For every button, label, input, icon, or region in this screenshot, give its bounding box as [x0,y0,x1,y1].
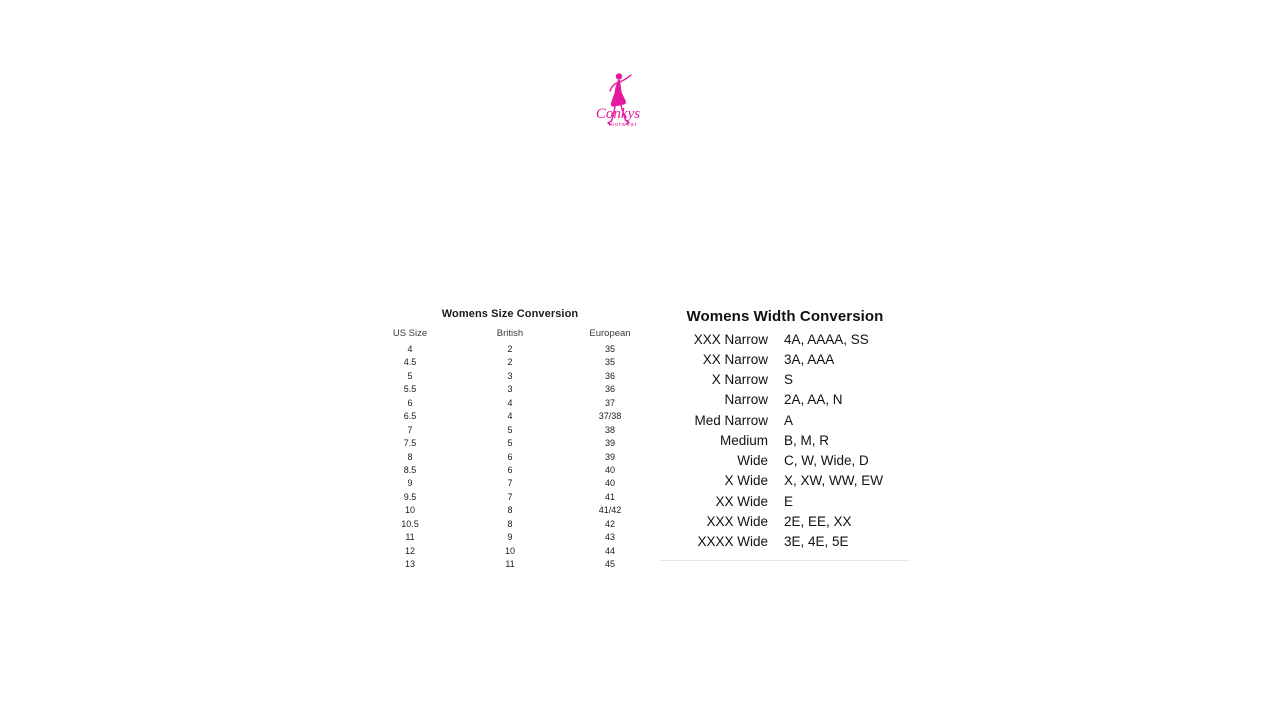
table-row [360,437,660,450]
cell-us-size: 9.5 [403,491,417,502]
cell-european: 37 [604,397,615,408]
cell-european: 36 [604,370,615,381]
table-row [360,518,660,531]
cell-british: 7 [507,491,513,502]
cell-british: 6 [507,464,513,475]
table-row [360,558,660,571]
cell-british: 8 [507,518,513,529]
cell-us-size: 6 [407,397,413,408]
size-table-title: Womens Size Conversion [441,308,579,320]
table-row [660,390,910,410]
cell-european: 37/38 [598,411,622,422]
cell-us-size: 4 [407,344,413,354]
womens-size-conversion-table [360,308,660,571]
cell-width-codes: X, XW, WW, EW [784,473,883,489]
site-logo[interactable] [583,70,653,132]
cell-european: 43 [604,532,615,543]
table-row [360,410,660,423]
cell-european: 35 [604,344,615,354]
cell-european: 36 [604,384,615,395]
cell-us-size: 11 [405,532,415,543]
table-row [360,383,660,396]
cell-width-codes: 2A, AA, N [784,392,843,408]
cell-width-label: Medium [719,432,768,448]
cell-european: 38 [604,424,615,435]
cell-british: 4 [507,411,513,422]
column-header-european: European [589,328,631,339]
cell-us-size: 7.5 [403,438,417,449]
cell-british: 8 [507,505,513,516]
cell-british: 7 [507,478,513,489]
table-header-row [360,326,660,343]
cell-us-size: 6.5 [403,411,417,422]
cell-width-label: Narrow [724,392,768,408]
table-row [360,397,660,410]
cell-width-codes: 3E, 4E, 5E [784,534,849,550]
cell-us-size: 7 [407,424,413,435]
cell-british: 4 [507,397,513,408]
cell-us-size: 10.5 [401,518,419,529]
cell-european: 35 [604,357,615,368]
table-row [360,531,660,544]
cell-width-label: XX Wide [715,493,768,509]
table-row [360,504,660,517]
cell-us-size: 9 [407,478,413,489]
cell-us-size: 8.5 [403,464,417,475]
cell-width-codes: A [784,412,794,428]
table-row [660,430,910,450]
cell-width-label: X Narrow [711,372,768,388]
cell-british: 2 [507,344,513,354]
cell-british: 9 [507,532,513,543]
table-row [360,491,660,504]
cell-british: 3 [507,384,513,395]
cell-width-label: XXX Wide [706,513,768,529]
column-header-british: British [496,328,524,339]
logo-tagline-text: footwear [608,122,638,128]
cell-british: 10 [504,545,515,556]
table-row [360,477,660,490]
cell-us-size: 13 [404,559,415,569]
cell-british: 5 [507,438,513,449]
table-row [360,451,660,464]
cell-us-size: 10 [404,505,415,516]
cell-european: 39 [604,451,615,462]
table-row [360,370,660,383]
cell-us-size: 12 [404,545,415,556]
cell-width-label: XX Narrow [702,351,768,367]
cell-british: 2 [507,357,513,368]
cell-european: 40 [604,464,615,475]
cell-width-label: Wide [737,453,768,469]
cell-us-size: 5.5 [403,384,417,395]
table-row [360,356,660,369]
cell-width-label: XXX Narrow [693,331,768,347]
cell-width-label: Med Narrow [694,412,768,428]
cell-european: 41/42 [598,505,622,516]
table-row [660,471,910,491]
cell-width-codes: C, W, Wide, D [784,453,869,469]
table-row [660,451,910,471]
table-row [660,349,910,369]
table-row [660,532,910,552]
table-row [660,329,910,349]
cell-british: 3 [507,370,513,381]
cell-width-codes: E [784,493,794,509]
table-row [360,424,660,437]
cell-width-label: X Wide [724,473,768,489]
table-row [660,491,910,511]
cell-us-size: 4.5 [403,357,417,368]
table-row [660,511,910,531]
cell-british: 6 [507,451,513,462]
cell-european: 41 [604,491,615,502]
cell-width-label: XXXX Wide [697,534,768,550]
column-header-us-size: US Size [392,328,428,339]
cell-european: 40 [604,478,615,489]
table-row [360,343,660,356]
cell-us-size: 8 [407,451,413,462]
cell-european: 44 [604,545,615,556]
cell-width-codes: S [784,372,794,388]
womens-width-conversion-section [660,308,910,561]
cell-width-codes: 3A, AAA [784,351,835,367]
cell-width-codes: B, M, R [784,432,830,448]
womens-width-conversion-table [660,329,910,552]
table-row [660,410,910,430]
cell-british: 11 [505,559,515,569]
logo-brand-text: Conkys [595,106,641,122]
table-row [360,545,660,558]
cell-european: 39 [604,438,615,449]
table-row [660,370,910,390]
cell-european: 45 [604,559,615,569]
cell-european: 42 [604,518,615,529]
woman-figure-logo [583,70,653,132]
cell-us-size: 5 [407,370,413,381]
table-row [360,464,660,477]
width-table-title: Womens Width Conversion [686,308,884,325]
cell-width-codes: 2E, EE, XX [784,513,852,529]
cell-british: 5 [507,424,513,435]
section-divider [660,560,910,561]
cell-width-codes: 4A, AAAA, SS [784,331,869,347]
